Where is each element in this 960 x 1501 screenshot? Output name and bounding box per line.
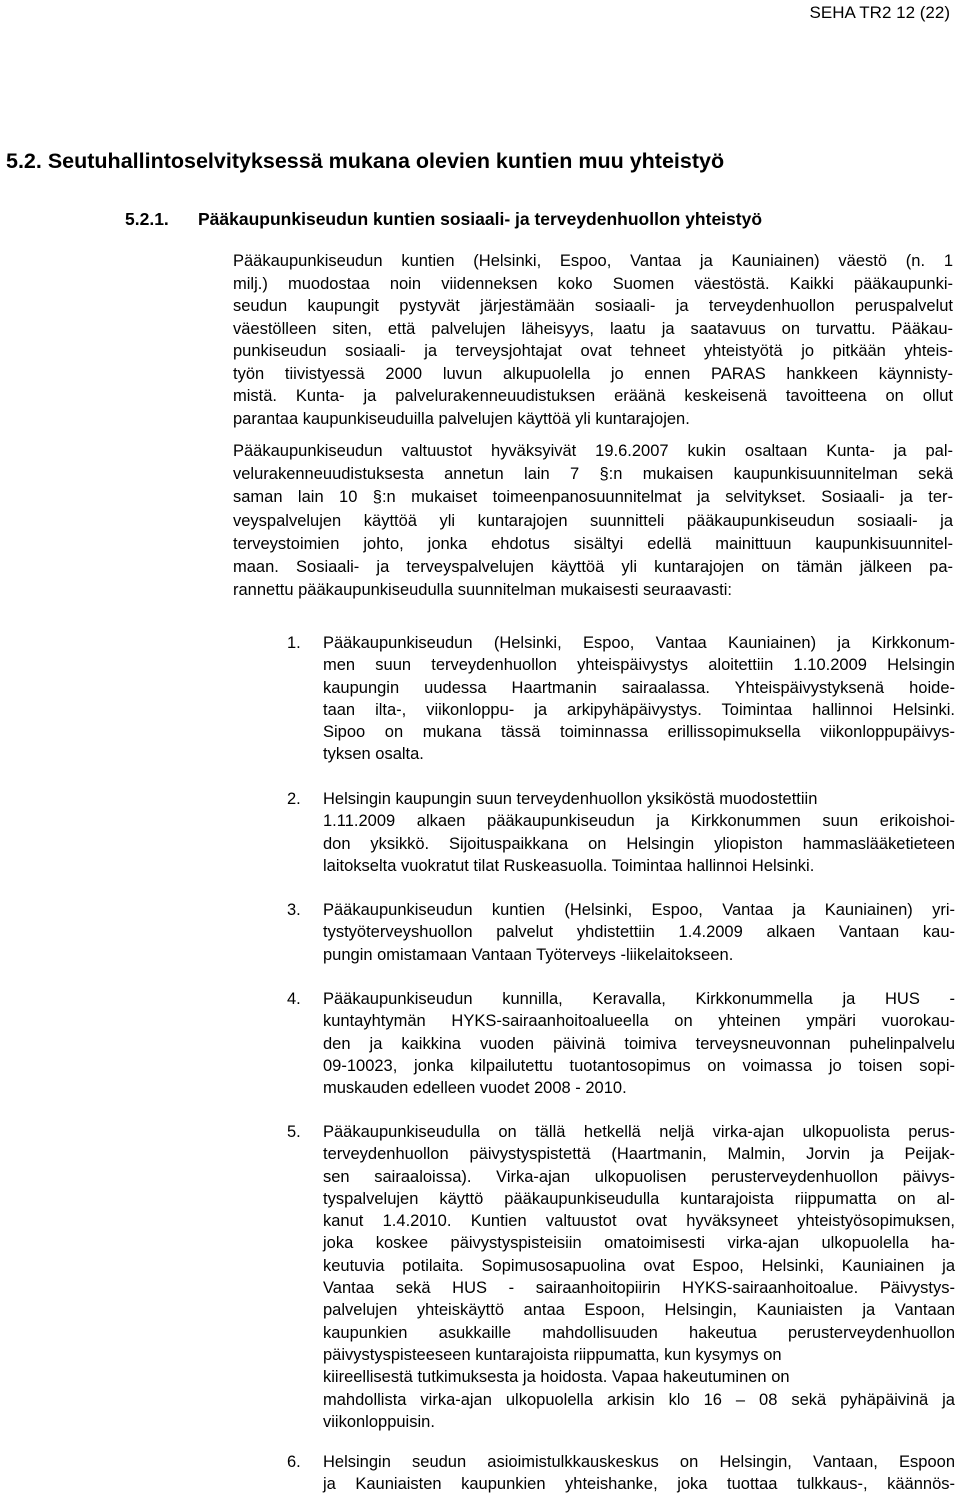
- list-item-number: 2.: [287, 790, 301, 808]
- list-item-line: taan ilta-, viikonloppu- ja arkipyhäpäivystys. Toimintaa hallinnoi Helsinki.: [323, 700, 955, 719]
- subsection-number: 5.2.1.: [125, 209, 169, 229]
- list-item-line: den ja kaikkina vuoden päivinä toimiva terveysneuvonnan puhelinpalvelu: [323, 1034, 955, 1053]
- list-item-line: Vantaa sekä HUS - sairaanhoitopiirin HYKS-sairaanhoitoalue. Päivystys-: [323, 1279, 955, 1298]
- list-item-line: pungin omistamaan Vantaan Työterveys -liikelaitokseen.: [323, 945, 734, 964]
- list-item-line: men suun terveydenhuollon yhteispäivystys aloitettiin 1.10.2009 Helsingin: [323, 656, 955, 675]
- list-item-body: [323, 899, 955, 966]
- list-item-line: Pääkaupunkiseudun kuntien (Helsinki, Espoo, Vantaa ja Kauniainen) yri-: [323, 901, 955, 919]
- subsection-heading: [125, 205, 762, 233]
- paragraph-decisions: [233, 440, 953, 602]
- list-item-line: terveydenhuollon päivystyspistettä (Haartmanin, Malmin, Jorvin ja Peijak-: [323, 1145, 955, 1164]
- list-item-number: 5.: [287, 1123, 301, 1141]
- list-item-line: kanut 1.4.2010. Kuntien valtuustot ovat hyväksyneet yhteistyösopimuksen,: [323, 1212, 955, 1231]
- list-item-line: Sipoo on mukana tässä toiminnassa erillissopimuksella viikonloppupäivys-: [323, 723, 955, 742]
- paragraph-line: Pääkaupunkiseudun kuntien (Helsinki, Espoo, Vantaa ja Kauniainen) väestö (n. 1: [233, 252, 953, 270]
- list-item-line: Helsingin kaupungin suun terveydenhuollon yksiköstä muodostettiin: [323, 790, 818, 808]
- list-item-line: Pääkaupunkiseudulla on tällä hetkellä neljä virka-ajan ulkopuolista perus-: [323, 1123, 955, 1141]
- paragraph-intro: [233, 250, 953, 430]
- list-item-line: kuntayhtymän HYKS-sairaanhoitoalueella on yhteinen ympäri vuorokau-: [323, 1012, 955, 1031]
- list-item-line: joka koskee päivystyspisteisiin omatoimisesti virka-ajan ulkopuolella ha-: [323, 1234, 955, 1253]
- list-item-line: laitokselta vuokratut tilat Ruskeasuolla. Toimintaa hallinnoi Helsinki.: [323, 856, 815, 875]
- paragraph-line: parantaa kaupunkiseuduilla palvelujen käyttöä yli kuntarajojen.: [233, 409, 690, 428]
- list-item-number: 4.: [287, 990, 301, 1008]
- list-item-line: ja Kauniaisten kaupunkien yhteishanke, joka tuottaa tulkkaus-, käännös-: [323, 1475, 955, 1494]
- list-item-line: muskauden edelleen vuodet 2008 - 2010.: [323, 1079, 627, 1098]
- list-item-line: mahdollista virka-ajan ulkopuolella arkisin klo 16 – 08 sekä pyhäpäivinä ja: [323, 1390, 955, 1409]
- list-item-line: viikonloppuisin.: [323, 1412, 435, 1431]
- paragraph-line: rannettu pääkaupunkiseudulla suunnitelman mukaisesti seuraavasti:: [233, 581, 732, 600]
- list-item-line: päivystyspisteeseen kuntarajoista riippumatta, kun kysymys on: [323, 1345, 782, 1364]
- paragraph-line: veyspalvelujen käyttöä yli kuntarajojen suunnitteli pääkaupunkiseudun sosiaali- ja: [233, 511, 953, 530]
- list-item-line: palvelujen yhteiskäyttö antaa Espoon, Helsingin, Kauniaisten ja Vantaan: [323, 1301, 955, 1320]
- section-heading: 5.2. Seutuhallintoselvityksessä mukana olevien kuntien muu yhteistyö: [6, 149, 725, 173]
- list-item-line: tyksen osalta.: [323, 745, 424, 764]
- list-item-line: tyspalvelujen käyttö pääkaupunkiseudulla kuntarajoista riippumatta on al-: [323, 1189, 955, 1208]
- list-item-number: 1.: [287, 634, 301, 652]
- list-item-number: 3.: [287, 901, 301, 919]
- paragraph-line: velurakenneuudistuksesta annetun lain 7 §:n mukaisen kaupunkisuunnitelman sekä: [233, 465, 953, 484]
- list-item-number: 6.: [287, 1453, 301, 1471]
- paragraph-line: väestölleen siten, että palvelujen läheisyys, laatu ja saatavuus on turvattu. Pääkau-: [233, 319, 953, 338]
- list-item-line: keutuvia potilaita. Sopimusosapuolina ovat Espoo, Helsinki, Kauniainen ja: [323, 1256, 955, 1275]
- list-item-line: kiireellisestä tutkimuksesta ja hoidosta. Vapaa hakeutuminen on: [323, 1368, 790, 1387]
- list-item-line: 09-10023, jonka kilpailutettu tuotantosopimus on voimassa jo toisen sopi-: [323, 1056, 955, 1075]
- list-item-line: don yksikkö. Sijoituspaikkana on Helsingin yliopiston hammaslääketieteen: [323, 834, 955, 853]
- paragraph-line: työn tiivistyessä 2000 luvun alkupuolella jo ennen PARAS hankkeen käynnisty-: [233, 364, 953, 383]
- paragraph-line: Pääkaupunkiseudun valtuustot hyväksyivät 19.6.2007 kukin osaltaan Kunta- ja pal-: [233, 442, 953, 460]
- paragraph-line: punkiseudun sosiaali- ja terveysjohtajat ovat tehneet yhteistyötä jo pitkään yhteis-: [233, 342, 953, 360]
- list-item-line: 1.11.2009 alkaen pääkaupunkiseudun ja Kirkkonummen suun erikoishoi-: [323, 812, 955, 831]
- list-item-line: kaupungin uudessa Haartmanin sairaalassa. Yhteispäivystyksenä hoide-: [323, 678, 955, 697]
- subsection-title: Pääkaupunkiseudun kuntien sosiaali- ja terveydenhuollon yhteistyö: [198, 209, 763, 229]
- running-header: SEHA TR2 12 (22): [809, 3, 950, 22]
- paragraph-line: mistä. Kunta- ja palvelurakenneuudistuksen eräänä keskeisenä tavoitteena on ollut: [233, 387, 953, 405]
- list-item-body: [323, 988, 955, 1099]
- paragraph-line: milj.) muodostaa noin viidenneksen koko Suomen väestöstä. Kaikki pääkaupunki-: [233, 274, 953, 293]
- paragraph-line: maan. Sosiaali- ja terveyspalvelujen käyttöä yli kuntarajojen on tämän jälkeen pa-: [233, 558, 953, 577]
- list-item-line: kaupunkien asukkaille mahdollisuuden hakeutua perusterveydenhuollon: [323, 1323, 955, 1342]
- list-item-body: [323, 788, 955, 877]
- paragraph-line: saman lain 10 §:n mukaiset toimeenpanosuunnitelmat ja selvitykset. Sosiaali- ja ter-: [233, 488, 953, 507]
- paragraph-line: terveystoimien johto, jonka ehdotus sisältyi edellä mainittuun kaupunkisuunnitel-: [233, 534, 953, 553]
- list-item-line: Pääkaupunkiseudun (Helsinki, Espoo, Vantaa Kauniainen) ja Kirkkonum-: [323, 634, 955, 652]
- list-item-line: Pääkaupunkiseudun kunnilla, Keravalla, Kirkkonummella ja HUS -: [323, 990, 955, 1008]
- list-item-body: [323, 1121, 955, 1433]
- list-item-line: Helsingin seudun asioimistulkkauskeskus on Helsingin, Vantaan, Espoon: [323, 1453, 955, 1471]
- list-item-line: sen sairaaloissa). Virka-ajan ulkopuolisen perusterveydenhuollon päivys-: [323, 1167, 955, 1186]
- paragraph-line: seudun kaupungit pystyvät järjestämään sosiaali- ja terveydenhuollon peruspalvelut: [233, 297, 953, 315]
- list-item-line: tystyöterveyshuollon palvelut yhdistettiin 1.4.2009 alkaen Vantaan kau-: [323, 923, 955, 942]
- list-item-body: [323, 1451, 955, 1496]
- list-item-body: [323, 632, 955, 766]
